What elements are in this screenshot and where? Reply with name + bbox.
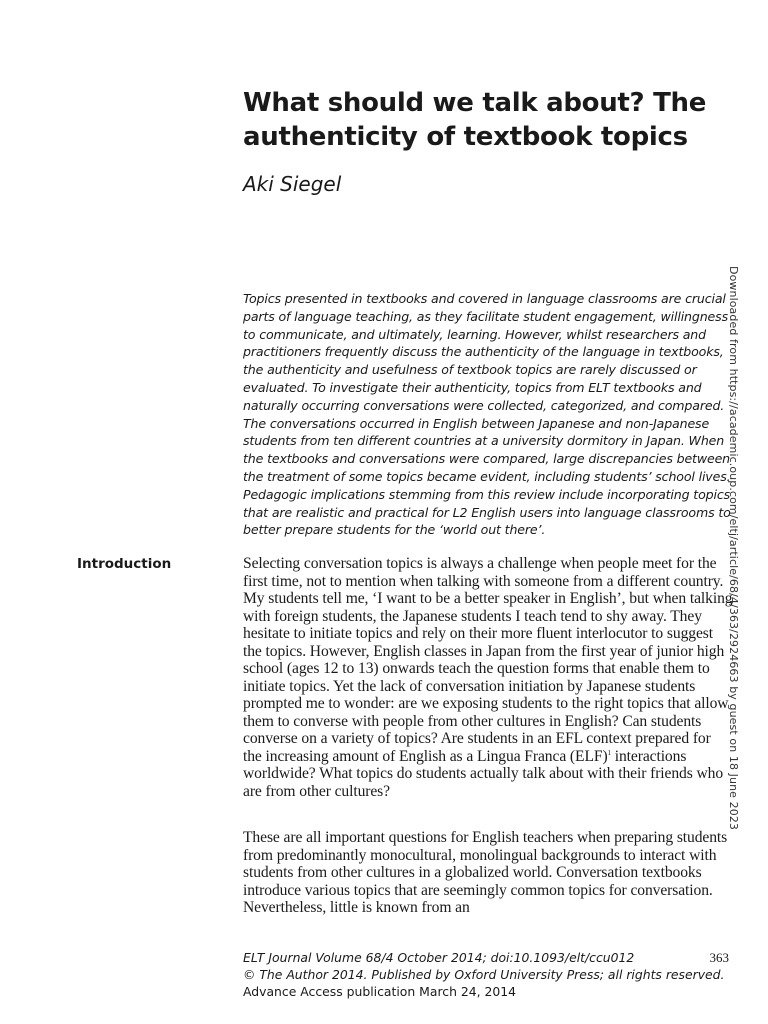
introduction-paragraph-2: These are all important questions for English teachers when preparing students from predominantly monocultural, monolingual backgrounds to interact with students from other cultures in a globalized world. Conversation textbooks introduce various topics that are seemingly common topics for conversation. Nevertheless, little is known from an — [243, 829, 728, 916]
article-title: What should we talk about? The authenticity of textbook topics — [243, 88, 707, 152]
footnote-marker: 1 — [607, 748, 611, 757]
paragraph-text: Selecting conversation topics is always a challenge when people meet for the first time, not to mention when talking with someone from a different country. My students tell me, ‘I want to be a better speaker in English’, but when talking with foreign students, the Japanese students I teach tend to shy away. They hesitate to initiate topics and rely on their more fluent interlocutor to suggest the topics. However, English classes in Japan from the first year of junior high school (ages 12 to 13) onwards teach the question forms that enable them to initiate topics. Yet the lack of conversation initiation by Japanese students prompted me to wonder: are we exposing students to the right topics that allow them to converse with people from other cultures in English? Can students converse on a variety of topics? Are students in an EFL context prepared for the increasing amount of English as a Lingua Franca (ELF) — [243, 555, 733, 765]
abstract: Topics presented in textbooks and covered in language classrooms are crucial parts of language teaching, as they facilitate student engagement, willingness to communicate, and ultimately, learning. However, whilst researchers and practitioners frequently discuss the authenticity of the language in textbooks, the authenticity and usefulness of textbook topics are rarely discussed or evaluated. To investigate their authenticity, topics from ELT textbooks and naturally occurring conversations were collected, categorized, and compared. The conversations occurred in English between Japanese and non-Japanese students from ten different countries at a university dormitory in Japan. When the textbooks and conversations were compared, large discrepancies between the treatment of some topics became evident, including students’ school lives. Pedagogic implications stemming from this review include incorporating topics that are realistic and practical for L2 English users into language classrooms to better prepare students for the ‘world out there’. — [243, 291, 731, 538]
copyright-notice: © The Author 2014. Published by Oxford University Press; all rights reserved. — [243, 967, 725, 982]
section-heading-introduction: Introduction — [77, 556, 172, 572]
article-author: Aki Siegel — [243, 172, 342, 196]
download-watermark: Downloaded from https://academic.oup.com/eltj/article/68/4/363/2924663 by guest on 18 June 2023 — [727, 266, 740, 831]
page-cutoff — [230, 918, 750, 946]
introduction-paragraph-1 — [243, 555, 733, 800]
journal-citation: ELT Journal Volume 68/4 October 2014; doi:10.1093/elt/ccu012 — [243, 950, 635, 965]
page-footer — [243, 949, 733, 1000]
paragraph-text: interactions worldwide? What topics do students actually talk about with their friends who are from other cultures? — [243, 747, 724, 800]
page-number: 363 — [709, 950, 729, 965]
advance-access-note: Advance Access publication March 24, 2014 — [243, 984, 517, 999]
